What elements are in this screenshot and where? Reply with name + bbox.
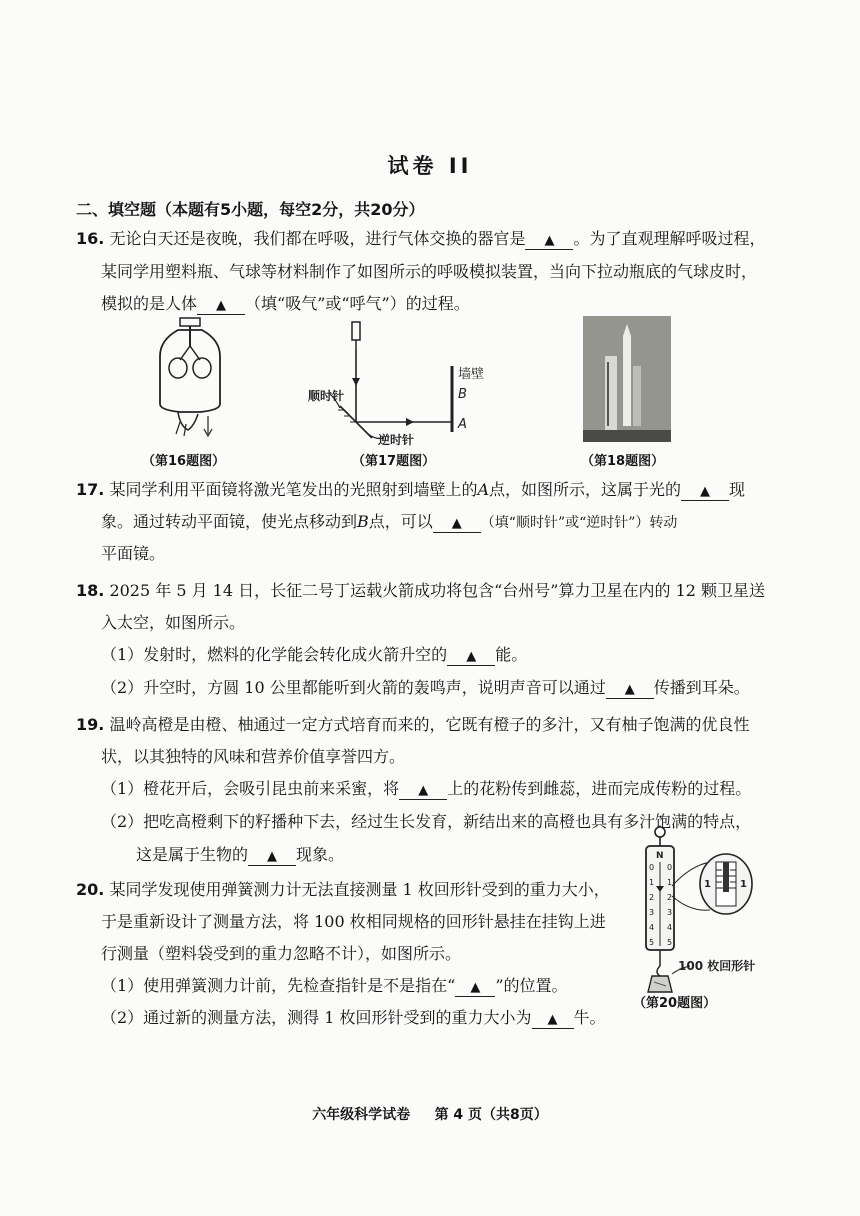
figure-17-mirror-diagram — [300, 316, 490, 446]
scale-left-tick-0: 0 — [649, 863, 655, 872]
q18-blank-2[interactable]: ▲ — [606, 682, 654, 699]
figure-17-clockwise-label: 顺时针 — [308, 389, 345, 403]
q20-sub1-text-a: （1）使用弹簧测力计前，先检查指针是不是指在“ — [101, 976, 456, 995]
q19-sub2-text-a: 这是属于生物的 — [136, 845, 249, 864]
q19-sub2: （2）把吃高橙剩下的籽播种下去，经过生长发育，新结出来的高橙也具有多汁饱满的特点， — [101, 812, 752, 831]
q19-blank-2[interactable]: ▲ — [248, 849, 296, 866]
q17-line3: 平面镜。 — [101, 544, 166, 563]
q19-sub1-text-a: （1）橙花开后，会吸引昆虫前来采蜜，将 — [101, 779, 400, 798]
scale-right-tick-3: 3 — [667, 908, 673, 917]
scale-right-tick-1: 1 — [667, 878, 673, 887]
q16-text-3b: （填“吸气”或“呼气”）的过程。 — [245, 294, 470, 313]
figure-16-breathing-model — [150, 316, 230, 442]
page-title: 试卷 II — [387, 154, 473, 178]
scale-right-tick-4: 4 — [667, 923, 673, 932]
q17-text-1d: 现 — [729, 480, 746, 499]
q17-number: 17. — [76, 480, 105, 499]
q19-sub2-text-b: 现象。 — [296, 845, 345, 864]
q16-line3 — [101, 294, 470, 315]
q17-point-a: A — [477, 480, 490, 499]
q17-text-1c: 点，如图所示，这属于光的 — [489, 480, 682, 499]
q17-blank-1[interactable]: ▲ — [681, 484, 729, 501]
q16-text-1b: 。为了直观理解呼吸过程， — [573, 229, 766, 248]
q18-number: 18. — [76, 581, 105, 600]
figure-18-rocket-photo — [583, 316, 671, 442]
q17-text-2c: 点，可以 — [368, 512, 433, 531]
q18-sub2 — [101, 678, 750, 699]
q20-sub1-text-b: ”的位置。 — [495, 976, 568, 995]
scale-left-tick-3: 3 — [649, 908, 655, 917]
q18-line1 — [76, 581, 765, 601]
figure-17-point-b: B — [458, 387, 467, 402]
scale-right-tick-2: 2 — [667, 893, 673, 902]
scale-right-tick-5: 5 — [667, 938, 673, 947]
footer-page-number: 第 4 页（共8页） — [434, 1107, 548, 1123]
q16-blank-2[interactable]: ▲ — [197, 298, 245, 315]
q20-line1 — [76, 880, 610, 900]
q17-text-1a: 某同学利用平面镜将激光笔发出的光照射到墙壁上的 — [109, 480, 478, 499]
q20-sub2-text-b: 牛。 — [573, 1008, 606, 1027]
figure-17-counterclockwise-label: 逆时针 — [378, 433, 415, 446]
q18-sub1-text-a: （1）发射时，燃料的化学能会转化成火箭升空的 — [101, 645, 448, 664]
scale-left-tick-1: 1 — [649, 878, 655, 887]
q20-sub2 — [101, 1008, 606, 1029]
q19-text-1: 温岭高橙是由橙、柚通过一定方式培育而来的，它既有橙子的多汁，又有柚子饱满的优良性 — [109, 715, 750, 734]
q19-sub1-text-b: 上的花粉传到雌蕊，进而完成传粉的过程。 — [447, 779, 752, 798]
q18-sub2-text-b: 传播到耳朵。 — [653, 678, 750, 697]
figure-16-caption: （第16题图） — [142, 454, 226, 469]
footer-subject: 六年级科学试卷 — [312, 1107, 411, 1123]
q17-blank-2[interactable]: ▲ — [433, 516, 481, 533]
q20-line2: 于是重新设计了测量方法，将 100 枚相同规格的回形针悬挂在挂钩上进 — [101, 912, 606, 931]
figure-20-paperclip-label: 100 枚回形针 — [678, 959, 756, 973]
figure-17-caption: （第17题图） — [352, 454, 436, 469]
q19-sub2-cont — [136, 845, 344, 866]
q18-sub2-text-a: （2）升空时，方圆 10 公里都能听到火箭的轰鸣声，说明声音可以通过 — [101, 678, 606, 697]
q19-number: 19. — [76, 715, 105, 734]
figure-18-caption: （第18题图） — [581, 454, 665, 469]
q17-line2 — [101, 512, 677, 533]
q20-text-1: 某同学发现使用弹簧测力计无法直接测量 1 枚回形针受到的重力大小， — [109, 880, 610, 899]
q17-text-2a: 象。通过转动平面镜，使光点移动到 — [101, 512, 358, 531]
scale-left-tick-2: 2 — [649, 893, 655, 902]
q19-line1 — [76, 715, 749, 735]
q18-sub1-text-b: 能。 — [495, 645, 528, 664]
q16-line2: 某同学用塑料瓶、气球等材料制作了如图所示的呼吸模拟装置，当向下拉动瓶底的气球皮时， — [101, 262, 758, 281]
figure-20-zoom-label-right: 1 — [740, 879, 747, 890]
figure-20-caption: （第20题图） — [633, 996, 717, 1011]
figure-20-zoom-label-left: 1 — [704, 879, 711, 890]
scale-left-tick-4: 4 — [649, 923, 655, 932]
figure-17-wall-label: 墙壁 — [458, 367, 485, 382]
page-footer — [0, 1104, 860, 1124]
q20-blank-1[interactable]: ▲ — [455, 980, 495, 997]
q17-line1 — [76, 480, 745, 501]
scale-right-tick-0: 0 — [667, 863, 673, 872]
q17-text-2d: （填“顺时针”或“逆时针”）转动 — [480, 515, 678, 531]
q19-blank-1[interactable]: ▲ — [399, 783, 447, 800]
figure-20-spring-scale — [630, 826, 786, 1010]
q16-text-1a: 无论白天还是夜晚，我们都在呼吸，进行气体交换的器官是 — [109, 229, 526, 248]
q20-sub1 — [101, 976, 568, 997]
q16-text-3a: 模拟的是人体 — [101, 294, 198, 313]
figure-20-unit-n: N — [656, 851, 664, 861]
q19-line2: 状，以其独特的风味和营养价值享誉四方。 — [101, 747, 406, 766]
q18-sub1 — [101, 645, 527, 666]
q16-line1 — [76, 229, 765, 250]
q18-text-1: 2025 年 5 月 14 日，长征二号丁运载火箭成功将包含“台州号”算力卫星在内的 12 颗卫星送 — [109, 581, 766, 600]
figure-17-point-a: A — [458, 417, 467, 432]
q20-sub2-text-a: （2）通过新的测量方法，测得 1 枚回形针受到的重力大小为 — [101, 1008, 532, 1027]
q16-number: 16. — [76, 229, 105, 248]
q20-line3: 行测量（塑料袋受到的重力忽略不计），如图所示。 — [101, 944, 462, 963]
q18-line2: 入太空，如图所示。 — [101, 613, 246, 632]
q18-blank-1[interactable]: ▲ — [447, 649, 495, 666]
q17-point-b: B — [357, 512, 369, 531]
q20-number: 20. — [76, 880, 105, 899]
q19-sub1 — [101, 779, 751, 800]
scale-left-tick-5: 5 — [649, 938, 655, 947]
q20-blank-2[interactable]: ▲ — [532, 1012, 574, 1029]
q16-blank-1[interactable]: ▲ — [525, 233, 573, 250]
section-heading: 二、填空题（本题有5小题，每空2分，共20分） — [76, 200, 425, 219]
